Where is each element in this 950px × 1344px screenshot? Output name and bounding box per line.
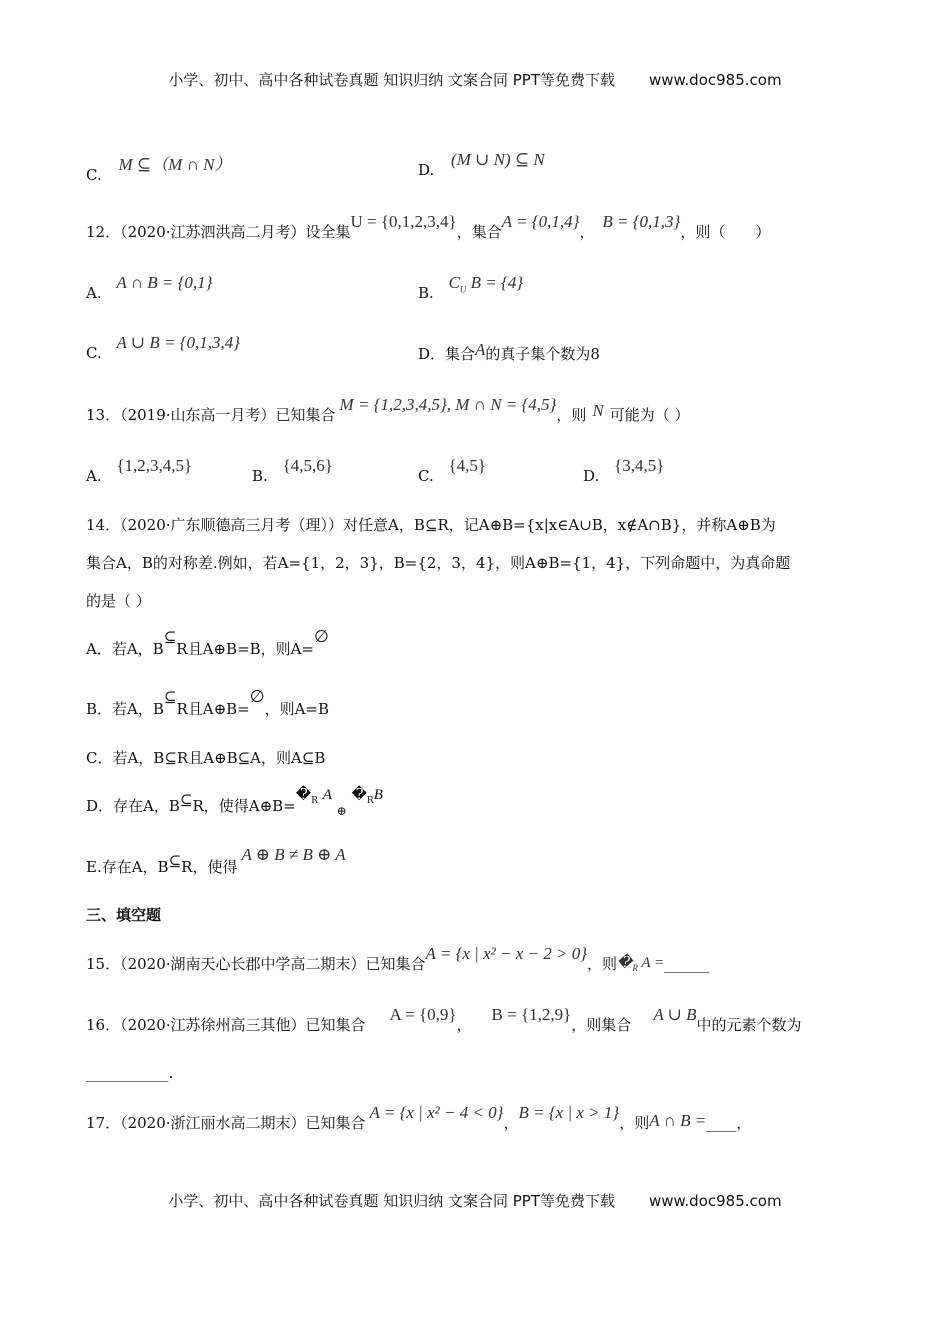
math-expression: {3,4,5}: [614, 456, 665, 475]
stem-text: 12．（2020·江苏泗洪高二月考）设全集: [86, 223, 351, 241]
math-expression: B = {1,2,9}: [491, 1005, 572, 1024]
oplus-symbol: ⊕: [336, 804, 347, 818]
math-expression: N: [592, 401, 604, 420]
complement-subscript: U: [459, 284, 467, 295]
complement-symbol: �: [617, 955, 633, 971]
page-footer: [0, 1190, 950, 1211]
footer-site[interactable]: www.doc985.com: [648, 1192, 782, 1210]
stem-text: 13．（2019·山东高一月考）已知集合: [86, 406, 336, 424]
math-expression: A ∪ B: [653, 1005, 697, 1024]
q17-stem: [86, 1103, 752, 1133]
option-text: E.存在A，B: [86, 858, 169, 876]
math-expression: M ⊆（M ∩ N）: [118, 155, 232, 174]
subset-symbol: ⊆: [168, 852, 182, 870]
math-expression: {1,2,3,4,5}: [116, 456, 193, 475]
header-text: 小学、初中、高中各种试卷真题 知识归纳 文案合同 PPT等免费下载: [168, 71, 615, 89]
math-expression: (M ∪ N) ⊆ N: [451, 150, 545, 169]
math-text: A =: [641, 955, 665, 971]
q13-option-a: [86, 456, 193, 486]
stem-text: 17．（2020·浙江丽水高二期末）已知集合: [86, 1114, 366, 1132]
stem-text: ，: [456, 1016, 472, 1034]
subset-symbol: ⊆: [163, 628, 177, 646]
q14-stem-line1: 14．（2020·广东顺德高三月考（理））对任意A，B⊆R，记A⊕B={x|x∈A∪B，x∉A∩B}，并称A⊕B为: [86, 516, 776, 534]
option-label: B.: [418, 284, 434, 302]
complement-subscript: R: [366, 796, 374, 806]
q14-option-c: C．若A，B⊆R且A⊕B⊆A，则A⊆B: [86, 749, 326, 767]
set-b: B: [373, 787, 383, 803]
option-text: A．若A，B: [86, 640, 164, 658]
complement-b: [352, 785, 383, 806]
q14-option-e: [86, 845, 346, 877]
complement-subscript: R: [632, 963, 638, 973]
empty-set-symbol: ∅: [314, 627, 329, 647]
q12-option-b: [418, 273, 524, 304]
stem-text: ，集合: [456, 223, 502, 241]
option-label: D.: [583, 467, 600, 485]
math-expression: A ⊕ B ≠ B ⊕ A: [241, 845, 346, 864]
q12-stem: [86, 212, 771, 242]
stem-text: ，则: [556, 406, 587, 424]
answer-blank[interactable]: ______: [664, 955, 710, 973]
q15-stem: [86, 944, 710, 975]
stem-text: ，则（ ）: [680, 223, 771, 241]
stem-text: 16．（2020·江苏徐州高三其他）已知集合: [86, 1016, 366, 1034]
q11-option-d: [418, 150, 545, 180]
option-text: 的真子集个数为8: [485, 345, 600, 363]
header-site[interactable]: www.doc985.com: [648, 71, 782, 89]
q14-stem-line3: 的是（ ）: [86, 592, 151, 610]
complement-symbol: C: [448, 273, 460, 292]
q16-stem: [86, 1005, 802, 1035]
math-expression: A ∩ B =: [649, 1111, 707, 1130]
math-expression: [449, 273, 524, 294]
answer-blank[interactable]: ____，: [706, 1114, 752, 1132]
q14-option-a: [86, 627, 329, 659]
option-label: B.: [252, 467, 268, 485]
option-text: R，使得: [181, 858, 238, 876]
math-text: B = {4}: [470, 273, 524, 292]
option-text: R且A⊕B=: [176, 700, 250, 718]
option-label: A.: [86, 284, 102, 302]
math-expression: {4,5}: [448, 456, 487, 475]
complement-a: [296, 785, 332, 806]
stem-text: 15．（2020·湖南天心长郡中学高二期末）已知集合: [86, 955, 426, 973]
math-expression: A ∪ B = {0,1,3,4}: [116, 333, 241, 352]
option-label: C.: [418, 467, 434, 485]
complement-symbol: �: [295, 785, 312, 803]
q12-option-a: [86, 273, 213, 303]
math-expression: U = {0,1,2,3,4}: [350, 212, 457, 231]
q12-option-c: [86, 333, 241, 363]
math-expression: B = {0,1,3}: [602, 212, 681, 231]
empty-set-symbol: ∅: [249, 687, 265, 707]
section-title: 三、填空题: [86, 906, 162, 924]
footer-text: 小学、初中、高中各种试卷真题 知识归纳 文案合同 PPT等免费下载: [168, 1192, 615, 1210]
q14-option-b: [86, 687, 330, 719]
math-expression: A = {x | x² − x − 2 > 0}: [425, 944, 587, 963]
option-text: R，使得A⊕B=: [192, 797, 296, 815]
stem-text: ，: [503, 1114, 519, 1132]
q11-option-c: [86, 155, 232, 185]
stem-text: ，则: [587, 955, 618, 973]
q16-answer-blank[interactable]: ___________.: [86, 1064, 174, 1082]
math-expression: A = {x | x² − 4 < 0}: [369, 1103, 504, 1122]
q14-option-d: [86, 785, 383, 818]
option-text: ，则A=B: [264, 700, 330, 718]
math-expression: A = {0,1,4}: [501, 212, 580, 231]
math-expression: M = {1,2,3,4,5}, M ∩ N = {4,5}: [339, 395, 557, 414]
option-label: D.: [418, 161, 435, 179]
math-expression: {4,5,6}: [282, 456, 333, 475]
subset-symbol: ⊆: [179, 791, 193, 809]
complement-symbol: �: [351, 785, 367, 803]
set-a: A: [322, 787, 332, 803]
page-header: [0, 69, 950, 90]
q13-option-c: [418, 456, 487, 486]
math-expression: A: [475, 340, 486, 359]
q13-option-b: [252, 456, 333, 486]
option-text: D．存在A，B: [86, 797, 180, 815]
subset-symbol: ⊆: [163, 688, 177, 706]
stem-text: ，: [579, 223, 595, 241]
math-expression: A = {0,9}: [389, 1005, 457, 1024]
q13-stem: [86, 395, 690, 425]
math-expression: B = {x | x > 1}: [518, 1103, 620, 1122]
option-label: C.: [86, 344, 102, 362]
stem-text: 可能为（ ）: [609, 406, 690, 424]
math-expression: A ∩ B = {0,1}: [116, 273, 213, 292]
q13-option-d: [583, 456, 665, 486]
option-text: D．集合: [418, 345, 476, 363]
stem-text: ，则: [619, 1114, 650, 1132]
option-label: C.: [86, 166, 102, 184]
q12-option-d: [418, 340, 600, 364]
option-label: A.: [86, 467, 102, 485]
option-text: B．若A，B: [86, 700, 164, 718]
q14-stem-line2: 集合A，B的对称差.例如，若A={1，2，3}，B={2，3，4}，则A⊕B={1，4}，下列命题中，为真命题: [86, 554, 791, 572]
option-text: R且A⊕B=B，则A=: [176, 640, 314, 658]
stem-text: 中的元素个数为: [696, 1016, 802, 1034]
complement-subscript: R: [311, 796, 318, 806]
stem-text: ，则集合: [571, 1016, 632, 1034]
complement-expression: [617, 953, 664, 973]
